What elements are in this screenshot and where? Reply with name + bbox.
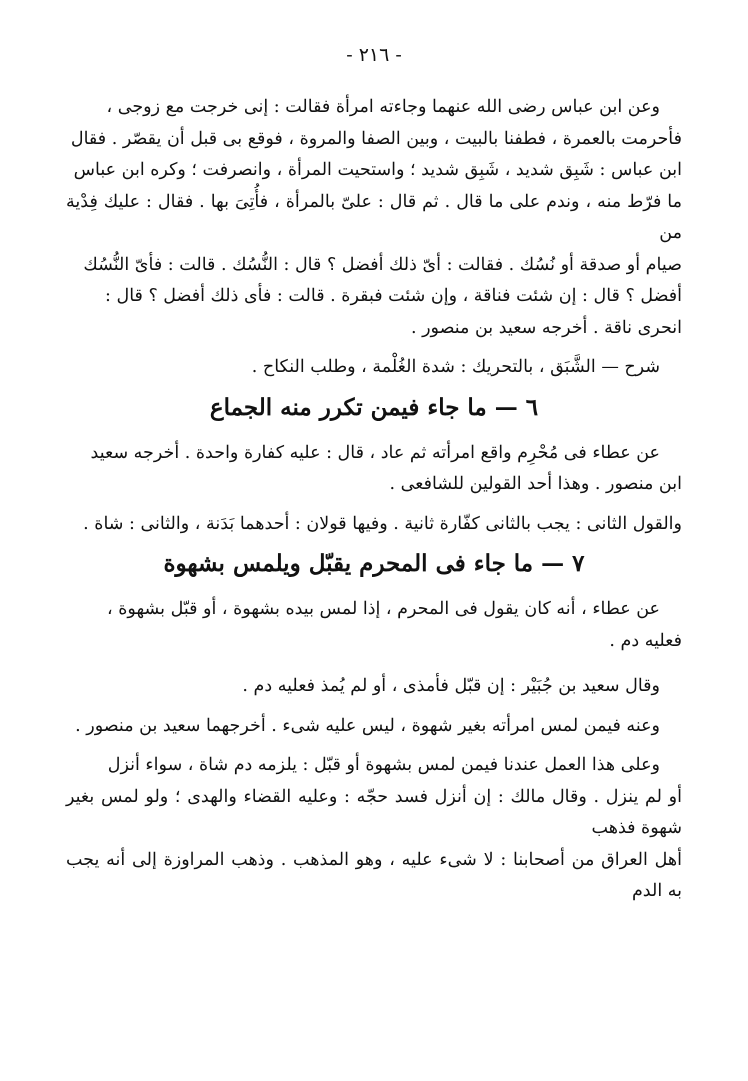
text-line: ما فرّط منه ، وندم على ما قال . ثم قال : علىّ بالمرأة ، فأُتِىَ بها . فقال : عليك فِدْية من <box>66 191 682 243</box>
commentary-text: شرح — الشَّبَق ، بالتحريك : شدة الغُلْمة ، وطلب النكاح . <box>251 357 660 377</box>
text-line: أهل العراق من أصحابنا : لا شىء عليه ، وهو المذهب . وذهب المراوزة إلى أنه يجب به الدم <box>66 849 682 901</box>
text-line: عن عطاء فى مُحْرِم واقع امرأته ثم عاد ، قال : عليه كفارة واحدة . أخرجه سعيد <box>90 442 660 463</box>
saeed-ibn-jubair-saying <box>66 671 682 703</box>
commentary <box>66 352 682 384</box>
touch-without-desire <box>66 711 682 743</box>
second-opinion <box>66 509 682 541</box>
text-line: والقول الثانى : يجب بالثانى كفّارة ثانية . وفيها قولان : أحدهما بَدَنة ، والثانى : شاة . <box>83 513 682 534</box>
section-heading-6: ٦ — ما جاء فيمن تكرر منه الجماع <box>209 393 539 421</box>
section-heading-7: ٧ — ما جاء فى المحرم يقبّل ويلمس بشهوة <box>163 550 585 577</box>
text-line: ابن عباس : شَبِق شديد ، شَبِق شديد ؛ واستحيت المرأة ، وانصرفت ؛ وكره ابن عباس <box>73 160 682 180</box>
text-line: عن عطاء ، أنه كان يقول فى المحرم ، إذا لمس بيده بشهوة ، أو قبّل بشهوة ، <box>107 599 660 619</box>
text-line: وعلى هذا العمل عندنا فيمن لمس بشهوة أو قبّل : يلزمه دم شاة ، سواء أنزل <box>107 755 660 775</box>
text-line: وقال سعيد بن جُبَيْر : إن قبّل فأمذى ، أو لم يُمذ فعليه دم . <box>242 676 660 696</box>
school-opinions <box>66 750 682 908</box>
hadith-ata-kiss <box>66 594 682 657</box>
text-line: ابن منصور . وهذا أحد القولين للشافعى . <box>389 474 682 494</box>
text-line: صيام أو صدقة أو نُسُك . فقالت : أىّ ذلك أفضل ؟ قال : النُّسُك . قالت : فأىّ النُّسُك <box>83 254 682 275</box>
text-line: انحرى ناقة . أخرجه سعيد بن منصور . <box>410 317 682 338</box>
text-line: فأحرمت بالعمرة ، فطفنا بالبيت ، وبين الصفا والمروة ، فوقع بى قبل أن يقصّر . فقال <box>70 128 682 149</box>
hadith-ibn-abbas <box>66 92 682 344</box>
text-line: فعليه دم . <box>609 630 682 651</box>
text-line: أفضل ؟ قال : إن شئت فناقة ، وإن شئت فبقرة . قالت : فأى ذلك أفضل ؟ قال : <box>105 286 682 306</box>
text-line: وعن ابن عباس رضى الله عنهما وجاءته امرأة فقالت : إنى خرجت مع زوجى ، <box>106 97 660 117</box>
page-number: - ٢١٦ - <box>346 44 402 66</box>
text-line: أو لم ينزل . وقال مالك : إن أنزل فسد حجّه : وعليه القضاء والهدى ؛ ولو لمس بغير شهوة فذهب <box>66 786 682 838</box>
text-line: وعنه فيمن لمس امرأته بغير شهوة ، ليس عليه شىء . أخرجهما سعيد بن منصور . <box>75 715 660 736</box>
hadith-ata-repeated <box>66 438 682 501</box>
